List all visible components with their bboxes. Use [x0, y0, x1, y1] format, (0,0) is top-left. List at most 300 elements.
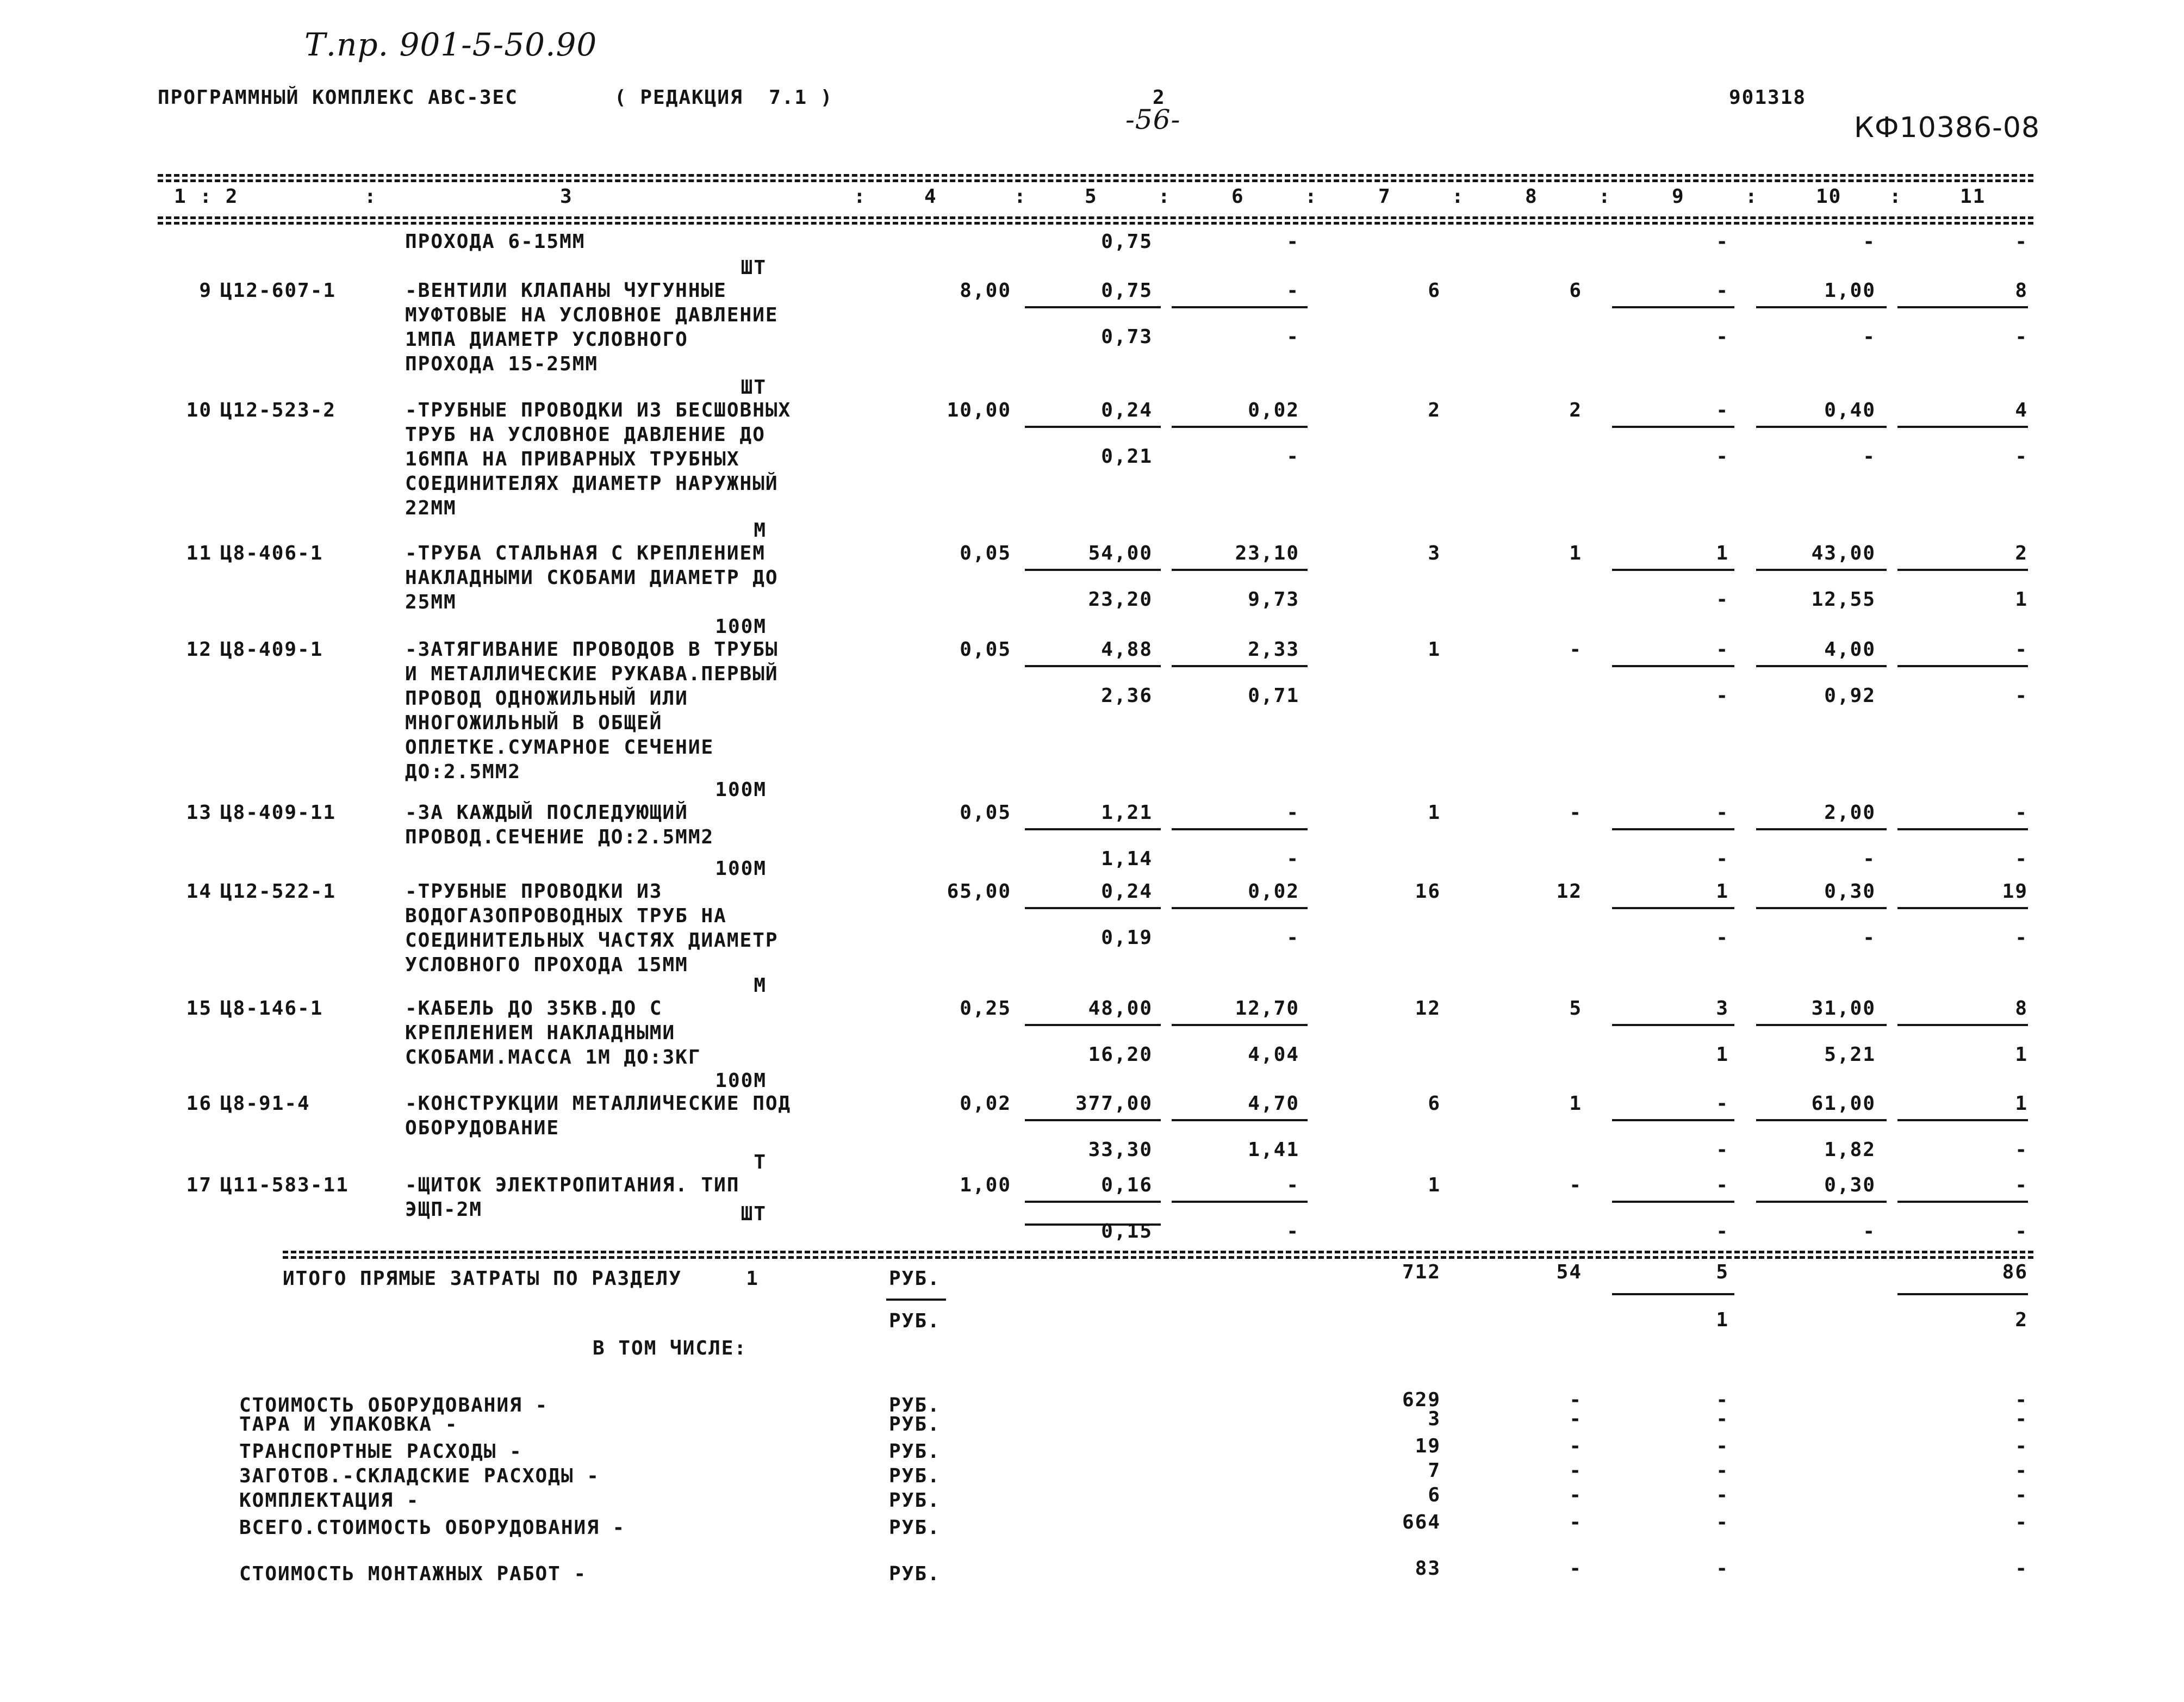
column-header-6: 6	[1231, 185, 1245, 208]
fraction-line	[1025, 828, 1161, 830]
totals-top-rule	[283, 1251, 2033, 1253]
row-value-c9: -	[1716, 1174, 1729, 1196]
document-code: 901318	[1729, 86, 1807, 109]
totals-fraction-line-9	[1612, 1293, 1734, 1295]
column-separator: :	[364, 185, 377, 208]
row-value-c10-lower: -	[1863, 326, 1876, 348]
totals-col11: 86	[2002, 1261, 2028, 1283]
row-value-c6-lower: -	[1286, 231, 1299, 253]
summary-label: СТОИМОСТЬ МОНТАЖНЫХ РАБОТ -	[239, 1563, 587, 1585]
row-description-line: ЭЩП-2М	[405, 1198, 483, 1221]
row-value-c7: 3	[1428, 542, 1441, 564]
row-value-c10-lower: 5,21	[1824, 1043, 1876, 1066]
fraction-line	[1897, 569, 2028, 571]
row-value-c4: 0,25	[960, 997, 1011, 1020]
fraction-line	[1756, 907, 1887, 909]
column-header-7: 7	[1378, 185, 1391, 208]
row-value-c8: 2	[1569, 399, 1582, 421]
summary-label: ЗАГОТОВ.-СКЛАДСКИЕ РАСХОДЫ -	[239, 1465, 600, 1487]
column-separator: :	[1745, 185, 1758, 208]
row-number: 16	[186, 1092, 212, 1115]
row-value-c11: -	[2015, 802, 2028, 824]
row-unit: 100М	[715, 616, 767, 638]
column-header-10: 10	[1816, 185, 1842, 208]
row-description-line: СОЕДИНИТЕЛЯХ ДИАМЕТР НАРУЖНЫЙ	[405, 473, 779, 495]
archive-stamp-number: КФ10386-08	[1854, 111, 2040, 144]
row-value-c11: 1	[2015, 1092, 2028, 1115]
row-value-c5-lower: 2,36	[1101, 685, 1153, 707]
row-number: 12	[186, 638, 212, 661]
row-value-c8: -	[1569, 1174, 1582, 1196]
summary-col9: -	[1716, 1511, 1729, 1533]
fraction-line	[1025, 1119, 1161, 1121]
fraction-line	[1756, 426, 1887, 428]
row-value-c9: 3	[1716, 997, 1729, 1020]
row-value-c6: 4,70	[1248, 1092, 1299, 1115]
edition-label: ( РЕДАКЦИЯ 7.1 )	[614, 86, 833, 109]
fraction-line	[1172, 1024, 1308, 1026]
table-head-rule	[158, 216, 2033, 219]
column-header-1-2: 1 : 2	[174, 185, 239, 208]
summary-col8: -	[1569, 1389, 1582, 1411]
row-description-line: 22ММ	[405, 497, 457, 519]
row-value-c9-lower: -	[1716, 927, 1729, 949]
row-value-c10-lower: -	[1863, 445, 1876, 468]
fraction-line	[1172, 569, 1308, 571]
row-description-line: -ТРУБНЫЕ ПРОВОДКИ ИЗ	[405, 880, 663, 903]
row-value-c6-lower: 1,41	[1248, 1139, 1299, 1161]
fraction-line	[1172, 828, 1308, 830]
fraction-line	[1025, 306, 1161, 308]
row-value-c5: 0,16	[1101, 1174, 1153, 1196]
row-value-c11: 8	[2015, 997, 2028, 1020]
handwritten-reference: Т.пр. 901-5-50.90	[304, 26, 598, 63]
row-description-line: ДО:2.5ММ2	[405, 761, 521, 783]
row-value-c7: 1	[1428, 638, 1441, 661]
row-value-c9: -	[1716, 802, 1729, 824]
row-value-c10: 61,00	[1811, 1092, 1876, 1115]
row-description-line: КРЕПЛЕНИЕМ НАКЛАДНЫМИ	[405, 1022, 676, 1044]
row-value-c11-lower: -	[2015, 848, 2028, 870]
column-separator: :	[1014, 185, 1027, 208]
fraction-line	[1025, 569, 1161, 571]
summary-col9: -	[1716, 1435, 1729, 1457]
fraction-line	[1025, 665, 1161, 667]
row-value-c6: 12,70	[1235, 997, 1299, 1020]
row-value-c5: 0,24	[1101, 399, 1153, 421]
row-value-c10: 0,30	[1824, 880, 1876, 903]
row-description-line: МНОГОЖИЛЬНЫЙ В ОБЩЕЙ	[405, 712, 663, 734]
row-value-c9: -	[1716, 399, 1729, 421]
row-number: 15	[186, 997, 212, 1020]
row-unit: 100М	[715, 779, 767, 801]
row-unit: Т	[754, 1151, 767, 1173]
fraction-line	[1612, 828, 1734, 830]
row-value-c5: 0,75	[1101, 279, 1153, 302]
summary-col8: -	[1569, 1435, 1582, 1457]
row-description-line: СКОБАМИ.МАССА 1М ДО:3КГ	[405, 1046, 701, 1069]
row-value-c10: 31,00	[1811, 997, 1876, 1020]
row-rate-code: Ц12-522-1	[220, 880, 337, 903]
summary-col9: -	[1716, 1408, 1729, 1430]
row-value-c9-lower: -	[1716, 445, 1729, 468]
row-value-c10: 0,40	[1824, 399, 1876, 421]
row-value-c11: 8	[2015, 279, 2028, 302]
row-value-c7: 12	[1415, 997, 1441, 1020]
row-value-c9-lower: -	[1716, 1139, 1729, 1161]
summary-col11: -	[2015, 1459, 2028, 1482]
row-value-c9: 1	[1716, 880, 1729, 903]
row-unit: М	[754, 974, 767, 997]
summary-label: КОМПЛЕКТАЦИЯ -	[239, 1489, 420, 1512]
row-description-line: ТРУБ НА УСЛОВНОЕ ДАВЛЕНИЕ ДО	[405, 424, 766, 446]
row-value-c10: 4,00	[1824, 638, 1876, 661]
row-value-c5: 54,00	[1088, 542, 1153, 564]
summary-col7: 83	[1415, 1557, 1441, 1580]
summary-currency: РУБ.	[889, 1413, 941, 1436]
row-number: 9	[199, 279, 212, 302]
row-value-c6: -	[1286, 279, 1299, 302]
row-value-c6-lower: -	[1286, 848, 1299, 870]
row-value-c5: 1,21	[1101, 802, 1153, 824]
column-header-9: 9	[1672, 185, 1685, 208]
column-separator: :	[1305, 185, 1318, 208]
summary-label: СТОИМОСТЬ ОБОРУДОВАНИЯ -	[239, 1394, 549, 1417]
row-description-line: 16МПА НА ПРИВАРНЫХ ТРУБНЫХ	[405, 448, 740, 470]
totals-label: ИТОГО ПРЯМЫЕ ЗАТРАТЫ ПО РАЗДЕЛУ 1	[283, 1268, 759, 1290]
fraction-line	[1025, 426, 1161, 428]
fraction-line	[1897, 665, 2028, 667]
summary-col11: -	[2015, 1435, 2028, 1457]
row-value-c7: 1	[1428, 1174, 1441, 1196]
row-value-c6: -	[1286, 1174, 1299, 1196]
row-value-c10-lower: -	[1863, 927, 1876, 949]
fraction-line	[1897, 426, 2028, 428]
row-rate-code: Ц11-583-11	[220, 1174, 349, 1196]
row-value-c9: -	[1716, 638, 1729, 661]
row-value-c5-lower: 1,14	[1101, 848, 1153, 870]
column-header-11: 11	[1960, 185, 1986, 208]
row-value-c5: 4,88	[1101, 638, 1153, 661]
row-value-c4: 10,00	[947, 399, 1011, 421]
fraction-line	[1897, 1119, 2028, 1121]
row-value-c10-lower: -	[1863, 848, 1876, 870]
row-value-c4: 0,05	[960, 802, 1011, 824]
totals-col11-lower: 2	[2015, 1309, 2028, 1331]
fraction-line	[1612, 1201, 1734, 1203]
row-value-c8: 6	[1569, 279, 1582, 302]
row-value-c6-lower: 9,73	[1248, 588, 1299, 611]
row-number: 11	[186, 542, 212, 564]
summary-col11: -	[2015, 1408, 2028, 1430]
row-value-c10: 1,00	[1824, 279, 1876, 302]
summary-col7: 629	[1402, 1389, 1441, 1411]
row-value-c11-lower: 1	[2015, 588, 2028, 611]
fraction-line	[1172, 907, 1308, 909]
totals-top-rule-2	[283, 1256, 2033, 1259]
fraction-line	[1612, 569, 1734, 571]
row-number: 14	[186, 880, 212, 903]
row-value-c4: 0,05	[960, 542, 1011, 564]
summary-col7: 19	[1415, 1435, 1441, 1457]
row-value-c6: 2,33	[1248, 638, 1299, 661]
row-unit: ШТ	[741, 1203, 767, 1225]
row-value-c5: 0,24	[1101, 880, 1153, 903]
fraction-line	[1612, 306, 1734, 308]
row-rate-code: Ц8-146-1	[220, 997, 323, 1020]
summary-currency: РУБ.	[889, 1394, 941, 1417]
fraction-line	[1612, 1024, 1734, 1026]
row-value-c5: 48,00	[1088, 997, 1153, 1020]
row-value-c10-lower: 1,82	[1824, 1139, 1876, 1161]
row-value-c11: 2	[2015, 542, 2028, 564]
fraction-line	[1897, 907, 2028, 909]
row-value-c4: 0,02	[960, 1092, 1011, 1115]
fraction-line	[1897, 1201, 2028, 1203]
row-value-c9: -	[1716, 1092, 1729, 1115]
currency-underline	[886, 1299, 946, 1301]
column-separator: :	[1158, 185, 1171, 208]
row-value-c4: 8,00	[960, 279, 1011, 302]
fraction-line	[1756, 1201, 1887, 1203]
row-value-c5: 377,00	[1075, 1092, 1153, 1115]
row-value-c5-lower: 0,73	[1101, 326, 1153, 348]
row-value-c10-lower: -	[1863, 1220, 1876, 1243]
summary-col8: -	[1569, 1459, 1582, 1482]
row-value-c5-lower: 16,20	[1088, 1043, 1153, 1066]
row-description-line: ПРОВОД ОДНОЖИЛЬНЫЙ ИЛИ	[405, 687, 688, 710]
row-description-line: ОПЛЕТКЕ.СУМАРНОЕ СЕЧЕНИЕ	[405, 736, 714, 759]
row-value-c7: 6	[1428, 279, 1441, 302]
fraction-line	[1172, 306, 1308, 308]
table-head-rule-2	[158, 222, 2033, 225]
program-title: ПРОГРАММНЫЙ КОМПЛЕКС АВС-3ЕС	[158, 86, 518, 109]
fraction-line	[1897, 306, 2028, 308]
fraction-line	[1172, 665, 1308, 667]
summary-col9: -	[1716, 1484, 1729, 1506]
fraction-line	[1756, 665, 1887, 667]
row-description-line: -ЗА КАЖДЫЙ ПОСЛЕДУЮЩИЙ	[405, 802, 688, 824]
row-number: 10	[186, 399, 212, 421]
summary-col11: -	[2015, 1484, 2028, 1506]
row-value-c10-lower: -	[1863, 231, 1876, 253]
row-rate-code: Ц8-406-1	[220, 542, 323, 564]
totals-currency: РУБ.	[889, 1268, 941, 1290]
row-value-c6: -	[1286, 802, 1299, 824]
row-value-c11-lower: -	[2015, 326, 2028, 348]
summary-label: ТРАНСПОРТНЫЕ РАСХОДЫ -	[239, 1440, 522, 1463]
row-value-c10-lower: 12,55	[1811, 588, 1876, 611]
row-value-c8: -	[1569, 802, 1582, 824]
row-description-line: ПРОХОДА 6-15ММ	[405, 231, 586, 253]
row-rate-code: Ц8-409-11	[220, 802, 337, 824]
row-description-line: ОБОРУДОВАНИЕ	[405, 1117, 560, 1139]
row-value-c9-lower: -	[1716, 848, 1729, 870]
row-value-c10: 0,30	[1824, 1174, 1876, 1196]
row-description-line: 1МПА ДИАМЕТР УСЛОВНОГО	[405, 328, 688, 351]
row-number: 13	[186, 802, 212, 824]
summary-col11: -	[2015, 1511, 2028, 1533]
row-unit: ШТ	[741, 376, 767, 399]
row-description-line: УСЛОВНОГО ПРОХОДА 15ММ	[405, 954, 688, 976]
row-description-line: -ТРУБНЫЕ ПРОВОДКИ ИЗ БЕСШОВНЫХ	[405, 399, 792, 421]
summary-col11: -	[2015, 1557, 2028, 1580]
row-value-c11-lower: 1	[2015, 1043, 2028, 1066]
row-value-c9-lower: -	[1716, 231, 1729, 253]
row-value-c11: -	[2015, 638, 2028, 661]
row-value-c9: -	[1716, 279, 1729, 302]
row-value-c9-lower: -	[1716, 1220, 1729, 1243]
row-value-c11: 4	[2015, 399, 2028, 421]
column-header-4: 4	[924, 185, 937, 208]
row-value-c6-lower: -	[1286, 326, 1299, 348]
row-description-line: -ЗАТЯГИВАНИЕ ПРОВОДОВ В ТРУБЫ	[405, 638, 779, 661]
row-description-line: ПРОХОДА 15-25ММ	[405, 353, 599, 375]
summary-col8: -	[1569, 1511, 1582, 1533]
row-value-c11-lower: -	[2015, 685, 2028, 707]
row-description-line: 25ММ	[405, 591, 457, 613]
row-value-c7: 6	[1428, 1092, 1441, 1115]
row-value-c6: 0,02	[1248, 399, 1299, 421]
row-value-c5-lower: 33,30	[1088, 1139, 1153, 1161]
column-separator: :	[1598, 185, 1611, 208]
row-value-c6-lower: -	[1286, 1220, 1299, 1243]
summary-col7: 664	[1402, 1511, 1441, 1533]
row-value-c11: -	[2015, 1174, 2028, 1196]
row-value-c6: 23,10	[1235, 542, 1299, 564]
row-value-c4: 0,05	[960, 638, 1011, 661]
fraction-line	[1897, 1024, 2028, 1026]
summary-col8: -	[1569, 1557, 1582, 1580]
row-value-c11-lower: -	[2015, 927, 2028, 949]
row-value-c8: 1	[1569, 542, 1582, 564]
totals-fraction-line-11	[1897, 1293, 2028, 1295]
fraction-line	[1756, 1024, 1887, 1026]
summary-currency: РУБ.	[889, 1465, 941, 1487]
totals-col9-lower: 1	[1716, 1309, 1729, 1331]
row-description-line: СОЕДИНИТЕЛЬНЫХ ЧАСТЯХ ДИАМЕТР	[405, 929, 779, 952]
summary-col7: 7	[1428, 1459, 1441, 1482]
summary-currency: РУБ.	[889, 1517, 941, 1539]
row-value-c4: 1,00	[960, 1174, 1011, 1196]
row-description-line: НАКЛАДНЫМИ СКОБАМИ ДИАМЕТР ДО	[405, 567, 779, 589]
summary-col7: 6	[1428, 1484, 1441, 1506]
summary-col9: -	[1716, 1459, 1729, 1482]
row-unit: 100М	[715, 858, 767, 880]
fraction-line	[1025, 1201, 1161, 1203]
row-value-c8: 12	[1556, 880, 1582, 903]
row-description-line: -ВЕНТИЛИ КЛАПАНЫ ЧУГУННЫЕ	[405, 279, 727, 302]
row-value-c11: 19	[2002, 880, 2028, 903]
summary-currency: РУБ.	[889, 1489, 941, 1512]
summary-label: ВСЕГО.СТОИМОСТЬ ОБОРУДОВАНИЯ -	[239, 1517, 626, 1539]
summary-currency: РУБ.	[889, 1440, 941, 1463]
row-value-c7: 2	[1428, 399, 1441, 421]
row-value-c9-lower: -	[1716, 685, 1729, 707]
row-description-line: -КАБЕЛЬ ДО 35КВ.ДО С	[405, 997, 663, 1020]
row-unit: ШТ	[741, 257, 767, 279]
table-top-rule-2	[158, 179, 2033, 182]
row-value-c10: 2,00	[1824, 802, 1876, 824]
row-value-c6-lower: -	[1286, 927, 1299, 949]
fraction-line	[1756, 828, 1887, 830]
row-value-c9-lower: 1	[1716, 1043, 1729, 1066]
summary-col8: -	[1569, 1408, 1582, 1430]
row-value-c10: 43,00	[1811, 542, 1876, 564]
totals-currency-2: РУБ.	[889, 1310, 941, 1332]
row-description-line: ВОДОГАЗОПРОВОДНЫХ ТРУБ НА	[405, 905, 727, 927]
row-description-line: -ТРУБА СТАЛЬНАЯ С КРЕПЛЕНИЕМ	[405, 542, 766, 564]
including-label: В ТОМ ЧИСЛЕ:	[593, 1337, 748, 1359]
column-separator: :	[1889, 185, 1902, 208]
fraction-line	[1172, 1119, 1308, 1121]
row-value-c5-lower: 0,19	[1101, 927, 1153, 949]
row-value-c11-lower: -	[2015, 1139, 2028, 1161]
row-value-c7: 16	[1415, 880, 1441, 903]
handwritten-page-number: -56-	[1125, 104, 1181, 135]
fraction-line	[1612, 1119, 1734, 1121]
row-number: 17	[186, 1174, 212, 1196]
summary-col7: 3	[1428, 1408, 1441, 1430]
row-value-c6-lower: 4,04	[1248, 1043, 1299, 1066]
fraction-line	[1172, 426, 1308, 428]
row-value-c5-lower: 0,21	[1101, 445, 1153, 468]
fraction-line	[1612, 426, 1734, 428]
fraction-line	[1756, 1119, 1887, 1121]
fraction-line	[1897, 828, 2028, 830]
totals-col7: 712	[1402, 1261, 1441, 1283]
fraction-line	[1172, 1201, 1308, 1203]
fraction-line	[1756, 569, 1887, 571]
row-description-line: ПРОВОД.СЕЧЕНИЕ ДО:2.5ММ2	[405, 826, 714, 848]
row-value-c6-lower: -	[1286, 445, 1299, 468]
row-rate-code: Ц12-523-2	[220, 399, 337, 421]
row-value-c9: 1	[1716, 542, 1729, 564]
row-description-line: МУФТОВЫЕ НА УСЛОВНОЕ ДАВЛЕНИЕ	[405, 304, 779, 326]
summary-col9: -	[1716, 1389, 1729, 1411]
row-value-c9-lower: -	[1716, 588, 1729, 611]
last-row-rule	[1025, 1223, 1161, 1226]
row-rate-code: Ц8-91-4	[220, 1092, 310, 1115]
row-description-line: И МЕТАЛЛИЧЕСКИЕ РУКАВА.ПЕРВЫЙ	[405, 663, 779, 685]
fraction-line	[1756, 306, 1887, 308]
fraction-line	[1025, 1024, 1161, 1026]
table-top-rule	[158, 174, 2033, 177]
row-value-c5-lower: 0,15	[1101, 1220, 1153, 1243]
row-rate-code: Ц8-409-1	[220, 638, 323, 661]
row-value-c5-lower: 0,75	[1101, 231, 1153, 253]
row-value-c8: 1	[1569, 1092, 1582, 1115]
row-value-c6: 0,02	[1248, 880, 1299, 903]
summary-col11: -	[2015, 1389, 2028, 1411]
row-value-c11-lower: -	[2015, 445, 2028, 468]
row-value-c11-lower: -	[2015, 231, 2028, 253]
row-value-c6-lower: 0,71	[1248, 685, 1299, 707]
row-value-c8: 5	[1569, 997, 1582, 1020]
row-rate-code: Ц12-607-1	[220, 279, 337, 302]
column-header-8: 8	[1525, 185, 1538, 208]
fraction-line	[1025, 907, 1161, 909]
summary-label: ТАРА И УПАКОВКА -	[239, 1413, 458, 1436]
summary-currency: РУБ.	[889, 1563, 941, 1585]
row-unit: 100М	[715, 1070, 767, 1092]
column-header-3: 3	[560, 185, 573, 208]
totals-col9: 5	[1716, 1261, 1729, 1283]
totals-col8: 54	[1556, 1261, 1582, 1283]
row-value-c9-lower: -	[1716, 326, 1729, 348]
row-value-c8: -	[1569, 638, 1582, 661]
column-header-5: 5	[1085, 185, 1098, 208]
